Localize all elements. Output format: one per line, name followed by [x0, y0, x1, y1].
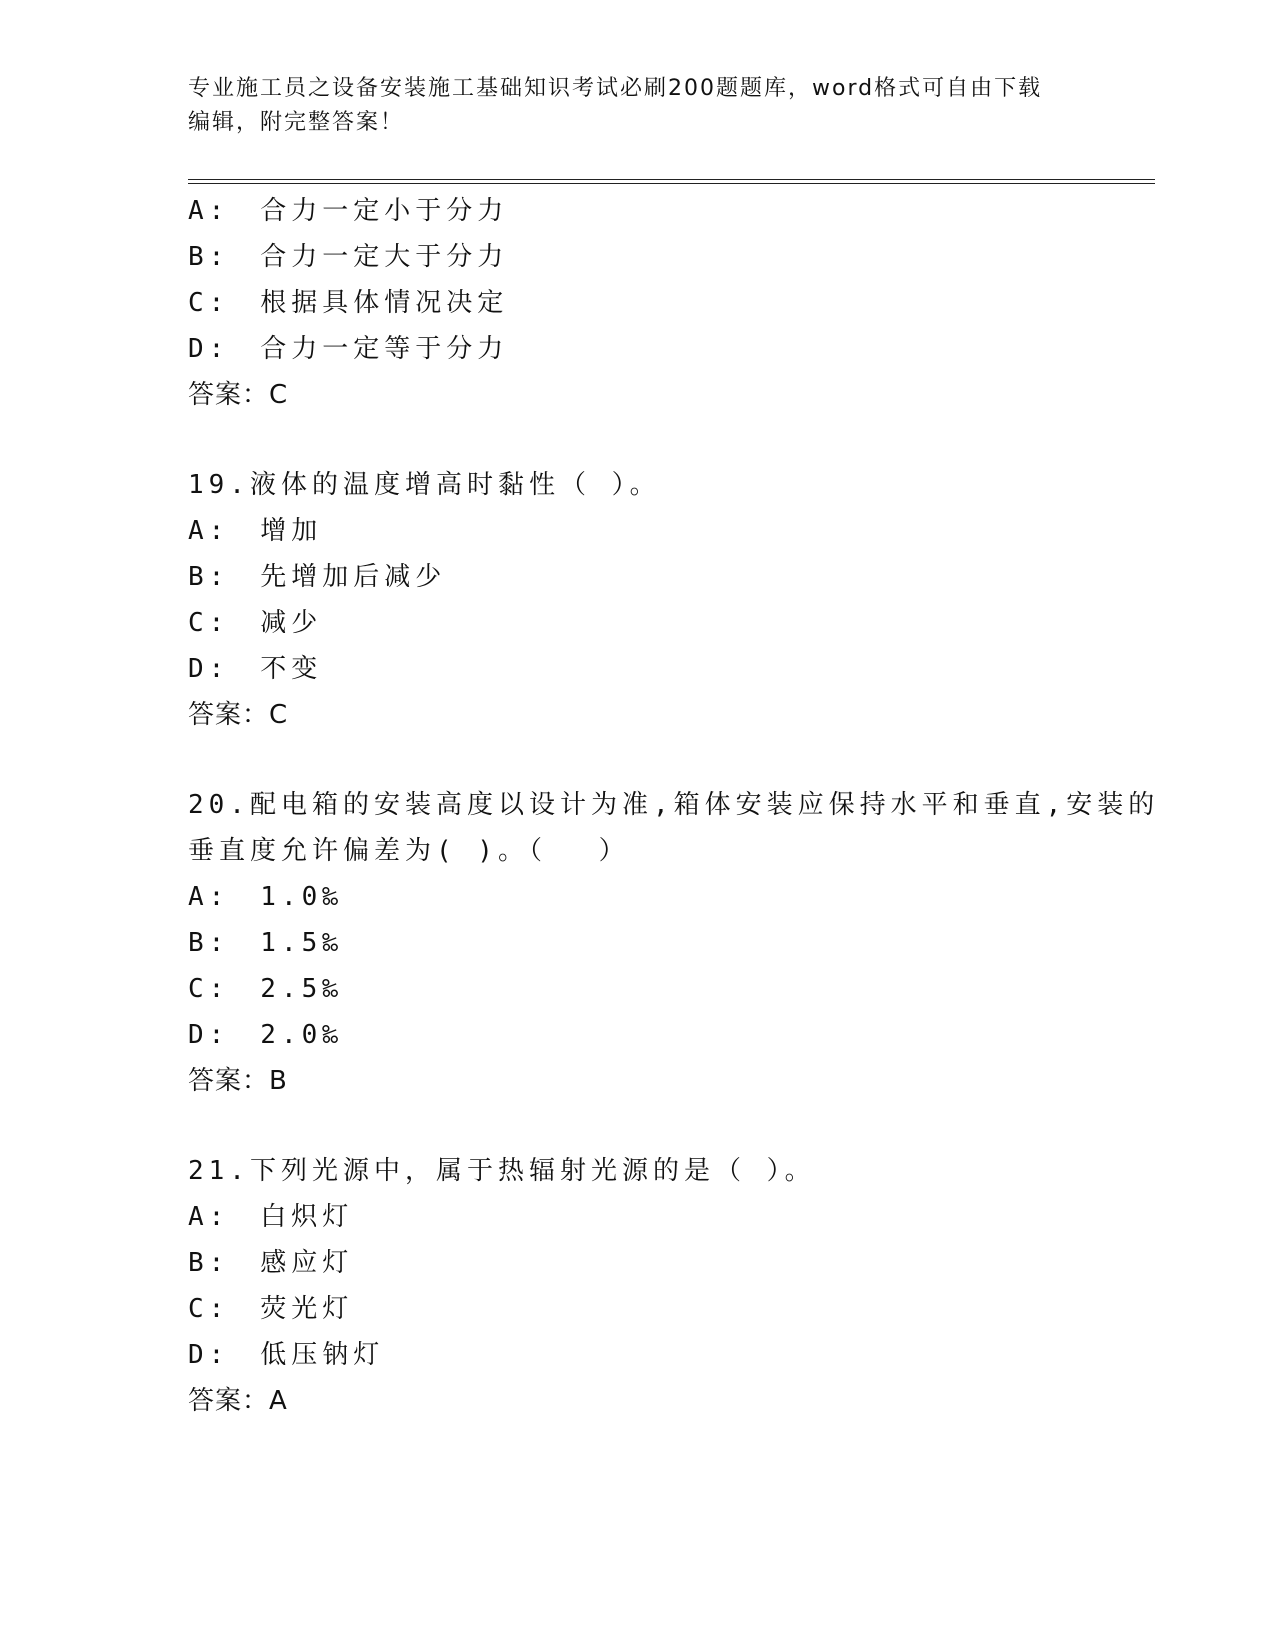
question-list: [188, 188, 1160, 1424]
question-stem: 19.液体的温度增高时黏性（ ）。: [188, 470, 661, 500]
header-divider-bottom: [188, 183, 1155, 184]
question-block-19: [188, 462, 1148, 738]
question-stem-continued: 垂直度允许偏差为( )。（ ）: [188, 836, 630, 866]
option-d: D: 低压钠灯: [188, 1340, 385, 1370]
question-stem: 21.下列光源中，属于热辐射光源的是（ ）。: [188, 1156, 816, 1186]
option-b: B: 1.5‰: [188, 928, 343, 958]
option-a: A: 增加: [188, 516, 323, 546]
header-divider-top: [188, 179, 1155, 180]
option-a: A: 白炽灯: [188, 1202, 354, 1232]
answer-line: 答案：B: [188, 1066, 288, 1096]
answer-line: 答案：A: [188, 1386, 288, 1416]
header-title-line-2: 编辑，附完整答案！: [188, 110, 405, 135]
option-b: B: 先增加后减少: [188, 562, 447, 592]
answer-line: 答案：C: [188, 380, 289, 410]
option-a: A: 1.0‰: [188, 882, 343, 912]
option-c: C: 2.5‰: [188, 974, 343, 1004]
option-c: C: 减少: [188, 608, 323, 638]
answer-line: 答案：C: [188, 700, 289, 730]
document-header: [188, 72, 1088, 140]
option-b: B: 合力一定大于分力: [188, 242, 509, 272]
question-block-20: [188, 782, 1160, 1104]
option-c: C: 根据具体情况决定: [188, 288, 509, 318]
option-c: C: 荧光灯: [188, 1294, 354, 1324]
option-d: D: 合力一定等于分力: [188, 334, 509, 364]
question-block-18: [188, 188, 1148, 418]
option-b: B: 感应灯: [188, 1248, 354, 1278]
question-stem: 20.配电箱的安装高度以设计为准,箱体安装应保持水平和垂直,安装的: [188, 790, 1160, 820]
header-title-line-1: 专业施工员之设备安装施工基础知识考试必刷200题题库，word格式可自由下载: [188, 76, 1043, 101]
option-d: D: 2.0‰: [188, 1020, 343, 1050]
option-a: A: 合力一定小于分力: [188, 196, 509, 226]
option-d: D: 不变: [188, 654, 323, 684]
question-block-21: [188, 1148, 1148, 1424]
